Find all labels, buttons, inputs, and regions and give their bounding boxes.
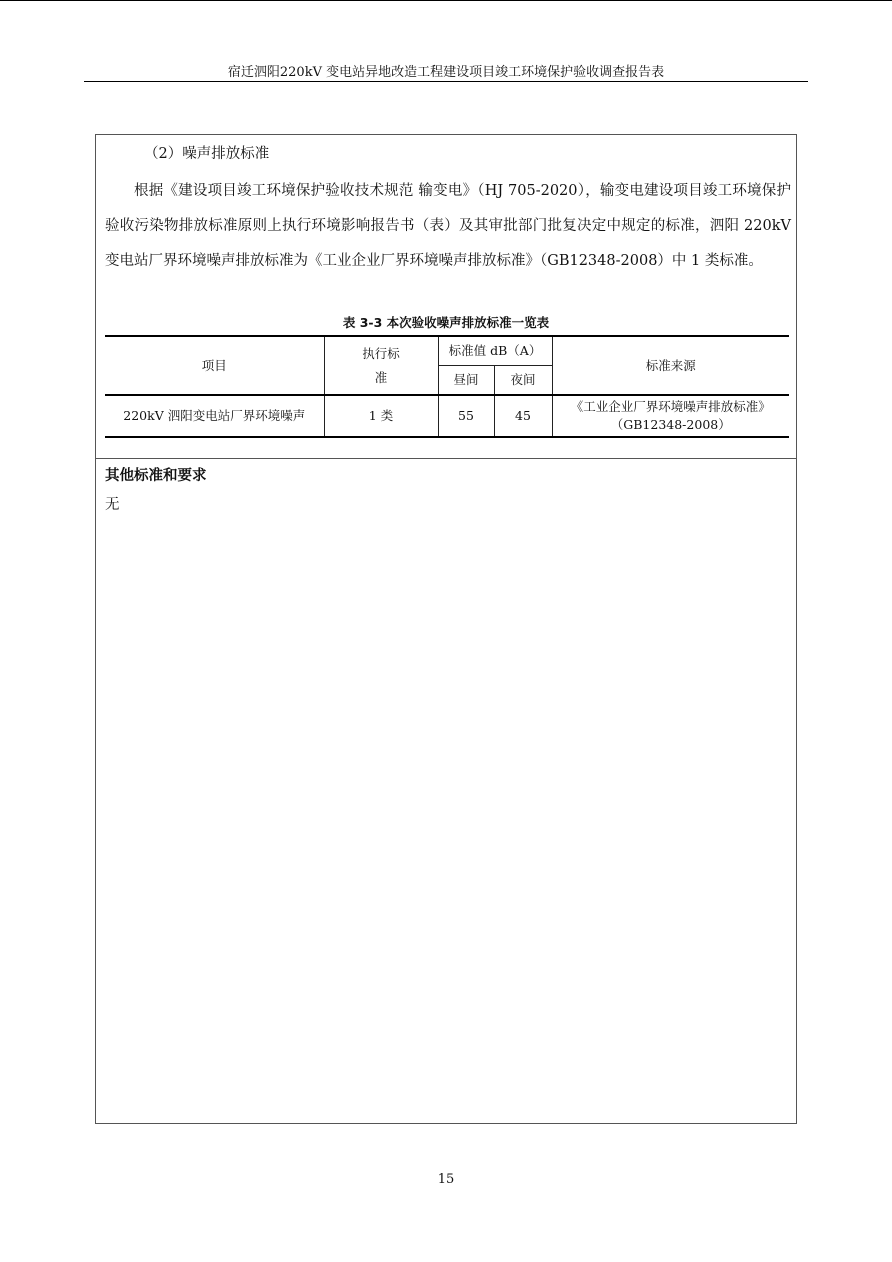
content-frame [95,134,797,1124]
other-standards-body: 无 [105,497,120,513]
header-source: 标准来源 [552,336,789,395]
cell-source-line2: （GB12348-2008） [610,417,731,432]
header-rule [84,81,808,82]
header-exec-std-text: 执行标准 [362,345,400,385]
table-caption: 表 3-3 本次验收噪声排放标准一览表 [342,315,550,330]
section-subheading: （2）噪声排放标准 [144,146,270,162]
header-exec-std [324,336,438,395]
header-item: 项目 [105,336,324,395]
document-header: 宿迁泗阳220kV 变电站异地改造工程建设项目竣工环境保护验收调查报告表 [227,65,665,80]
page-number: 15 [437,1172,455,1187]
cell-night: 45 [494,395,552,437]
cell-exec-std: 1 类 [324,395,438,437]
header-std-value: 标准值 dB（A） [438,336,552,366]
table-row [105,395,789,437]
cell-source-line1: 《工业企业厂界环境噪声排放标准》 [570,399,771,414]
noise-standard-section [96,135,796,459]
header-night: 夜间 [494,366,552,396]
cell-day: 55 [438,395,494,437]
section-paragraph: 根据《建设项目竣工环境保护验收技术规范 输变电》（HJ 705-2020），输变电建设项目竣工环境保护验收污染物排放标准原则上执行环境影响报告书（表）及其审批部门批复决定中规定的标准，泗阳 220kV 变电站厂界环境噪声排放标准为《工业企业厂界环境噪声排放标准》（GB12348-2008）中 1 类标准。 [105,183,791,269]
header-day: 昼间 [438,366,494,396]
cell-item: 220kV 泗阳变电站厂界环境噪声 [105,395,324,437]
noise-standard-table [105,335,789,438]
cell-source [552,395,789,437]
other-standards-title: 其他标准和要求 [105,468,207,484]
top-border-line [0,0,892,1]
